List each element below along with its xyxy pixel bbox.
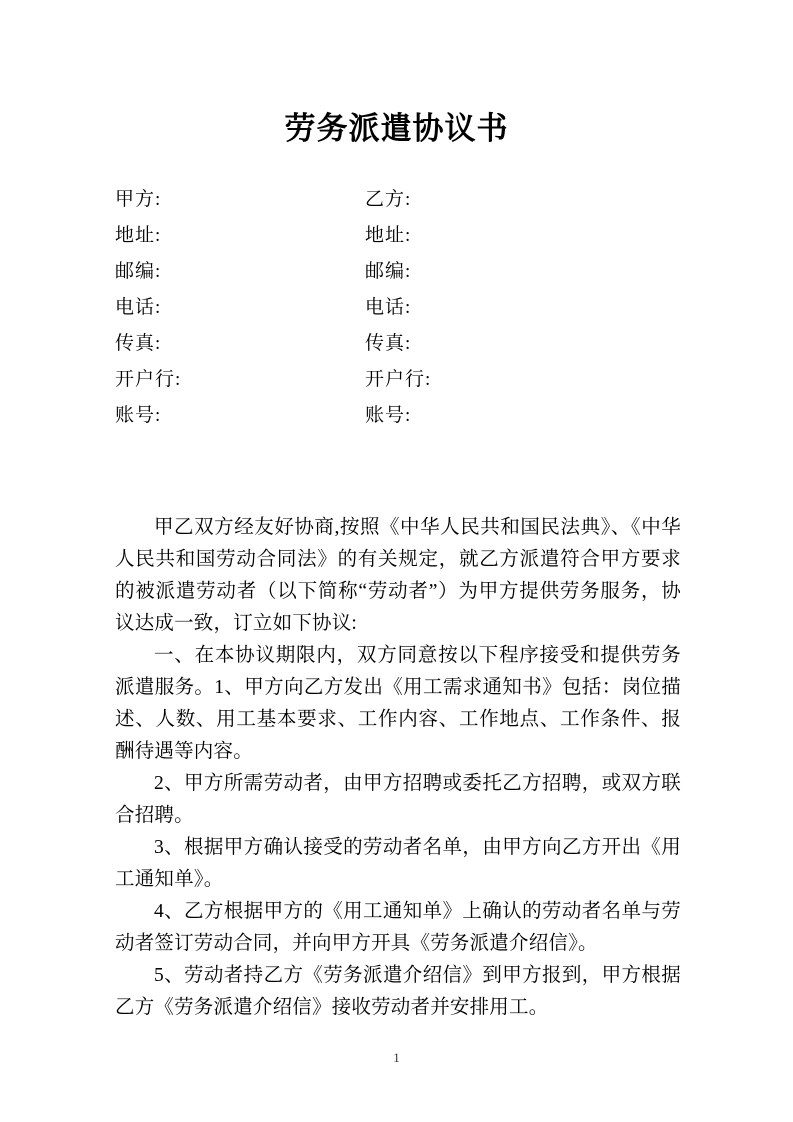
party-b-postcode-label: 邮编: [365,261,412,282]
party-row [115,254,681,290]
page-number: 1 [393,1050,400,1065]
party-a-phone-label: 电话: [115,297,162,318]
party-b-name-label: 乙方: [365,189,412,210]
party-a-fax-label: 传真: [115,333,162,354]
party-row [115,218,681,254]
party-a-bank-label: 开户行: [115,369,182,390]
paragraph-clause-1: 一、在本协议期限内，双方同意按以下程序接受和提供劳务派遣服务。1、甲方向乙方发出《用工需求通知书》包括：岗位描述、人数、用工基本要求、工作内容、工作地点、工作条件、报酬待遇等内容。 [115,645,681,762]
party-a-account-label: 账号: [115,405,162,426]
party-row [115,290,681,326]
agreement-body [115,512,681,1024]
party-row [115,398,681,434]
party-b-address-label: 地址: [365,225,412,246]
paragraph-clause-1-4: 4、乙方根据甲方的《用工通知单》上确认的劳动者名单与劳动者签订劳动合同，并向甲方开具《劳务派遣介绍信》。 [115,901,681,954]
party-b-account-label: 账号: [365,405,412,426]
page-title: 劳务派遣协议书 [284,110,509,147]
party-b-fax-label: 传真: [365,333,412,354]
party-row [115,362,681,398]
paragraph-clause-1-3: 3、根据甲方确认接受的劳动者名单，由甲方向乙方开出《用工通知单》。 [115,837,681,890]
party-b-bank-label: 开户行: [365,369,432,390]
party-a-postcode-label: 邮编: [115,261,162,282]
party-a-name-label: 甲方: [115,189,162,210]
paragraph-clause-1-2: 2、甲方所需劳动者，由甲方招聘或委托乙方招聘，或双方联合招聘。 [115,773,681,826]
party-row [115,326,681,362]
paragraph-clause-1-5: 5、劳动者持乙方《劳务派遣介绍信》到甲方报到，甲方根据乙方《劳务派遣介绍信》接收劳动者并安排用工。 [115,965,681,1018]
paragraph-preamble: 甲乙双方经友好协商,按照《中华人民共和国民法典》、《中华人民共和国劳动合同法》的有关规定，就乙方派遣符合甲方要求的被派遣劳动者（以下简称“劳动者”）为甲方提供劳务服务，协议达成一致，订立如下协议: [115,517,681,634]
party-information-block [115,182,681,434]
party-b-phone-label: 电话: [365,297,412,318]
party-row [115,182,681,218]
party-a-address-label: 地址: [115,225,162,246]
